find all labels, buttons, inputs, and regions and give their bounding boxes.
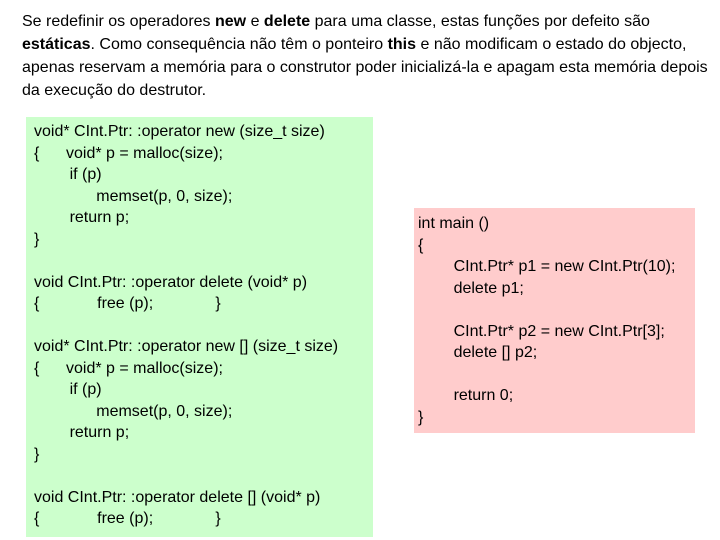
code-line: return p; xyxy=(34,209,130,226)
code-line: if (p) xyxy=(34,381,102,398)
code-line: void* CInt.Ptr: :operator new [] (size_t size) xyxy=(34,338,339,355)
keyword-this: this xyxy=(387,36,417,53)
code-line: if (p) xyxy=(34,166,102,183)
operator-definitions-code-block xyxy=(26,117,373,537)
code-line: void CInt.Ptr: :operator delete (void* p) xyxy=(34,273,308,291)
code-line: } xyxy=(418,408,424,426)
main-function-code-block xyxy=(414,208,695,433)
intro-text-5: e não modificam o estado do objecto, apenas reservam a memória para o construtor poder inicializá-la e apagam esta memória depois da execução do destrutor. xyxy=(22,36,708,99)
code-line: { void* p = malloc(size); xyxy=(34,144,223,162)
code-line: int main () xyxy=(418,215,490,232)
code-line: memset(p, 0, size); xyxy=(34,187,233,205)
code-line: { free (p); } xyxy=(34,295,221,312)
code-line: delete [] p2; xyxy=(418,344,538,361)
code-line: } xyxy=(34,445,40,463)
code-line: { void* p = malloc(size); xyxy=(34,359,223,377)
intro-text-2: e xyxy=(246,13,264,30)
code-line: return p; xyxy=(34,424,130,441)
intro-text-4: . Como consequência não têm o ponteiro xyxy=(90,36,388,53)
code-line: { xyxy=(418,236,424,254)
code-line: CInt.Ptr* p2 = new CInt.Ptr[3]; xyxy=(418,322,665,340)
code-line: CInt.Ptr* p1 = new CInt.Ptr(10); xyxy=(418,258,676,275)
code-line: void* CInt.Ptr: :operator new (size_t size) xyxy=(34,123,325,140)
code-line: delete p1; xyxy=(418,279,524,297)
keyword-new: new xyxy=(215,13,247,30)
keyword-estaticas: estáticas xyxy=(22,36,91,53)
code-line: memset(p, 0, size); xyxy=(34,402,233,420)
code-line: void CInt.Ptr: :operator delete [] (void* p) xyxy=(34,488,321,506)
code-line: return 0; xyxy=(418,387,514,404)
intro-text-3: para uma classe, estas funções por defeito são xyxy=(310,13,650,30)
intro-text-1: Se redefinir os operadores xyxy=(22,13,215,30)
keyword-delete: delete xyxy=(263,13,311,30)
intro-paragraph xyxy=(22,10,712,102)
code-line: } xyxy=(34,230,40,248)
code-line: { free (p); } xyxy=(34,510,221,527)
